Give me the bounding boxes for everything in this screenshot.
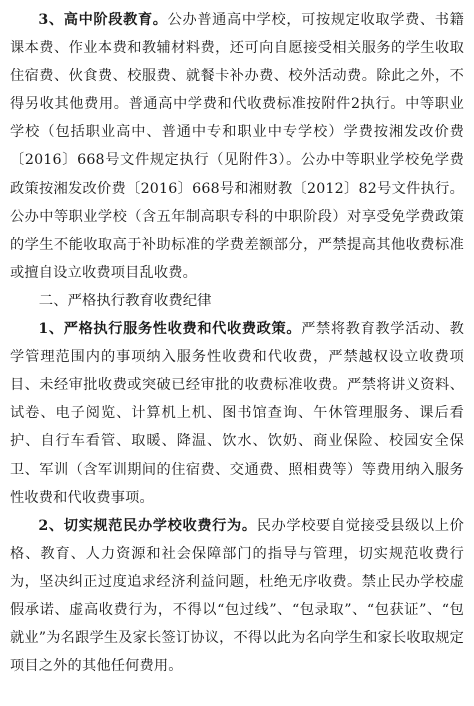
- paragraph-body: 民办学校要自觉接受县级以上价格、教育、人力资源和社会保障部门的指导与管理，切实规范收费行为，坚决纠正过度追求经济利益问题，杜绝无序收费。禁止民办学校虚假承诺、虚高收费行为，不得以“包过线”、“包录取”、“包获证”、“包就业”为名跟学生及家长签订协议，不得以此为名向学生和家长收取规定项目之外的其他任何费用。: [10, 517, 464, 675]
- paragraph-heading: 1、严格执行服务性收费和代收费政策。: [38, 321, 302, 338]
- paragraph-private-schools: [10, 512, 464, 681]
- paragraph-high-school-education: [10, 6, 464, 287]
- paragraph-service-fees: [10, 315, 464, 512]
- paragraph-heading: 2、切实规范民办学校收费行为。: [38, 517, 257, 534]
- section-heading: 二、严格执行教育收费纪律: [38, 292, 212, 309]
- paragraph-body: 公办普通高中学校，可按规定收取学费、书籍课本费、作业本费和教辅材料费，还可向自愿接受相关服务的学生收取住宿费、伙食费、校服费、就餐卡补办费、校外活动费。除此之外，不得另收其他费用。普通高中学费和代收费标准按附件2执行。中等职业学校（包括职业高中、普通中专和职业中专学校）学费按湘发改价费〔2016〕668号文件规定执行（见附件3）。公办中等职业学校免学费政策按湘发改价费〔2016〕668号和湘财教〔2012〕82号文件执行。公办中等职业学校（含五年制高职专科的中职阶段）对享受免学费政策的学生不能收取高于补助标准的学费差额部分，严禁提高其他收费标准或擅自设立收费项目乱收费。: [10, 12, 464, 281]
- paragraph-heading: 3、高中阶段教育。: [38, 12, 168, 28]
- paragraph-body: 严禁将教育教学活动、教学管理范围内的事项纳入服务性收费和代收费，严禁越权设立收费项目、未经审批收费或突破已经审批的收费标准收费。严禁将讲义资料、试卷、电子阅览、计算机上机、图书馆查询、午休管理服务、课后看护、自行车看管、取暖、降温、饮水、饮奶、商业保险、校园安全保卫、军训（含军训期间的住宿费、交通费、照相费等）等费用纳入服务性收费和代收费事项。: [10, 321, 464, 506]
